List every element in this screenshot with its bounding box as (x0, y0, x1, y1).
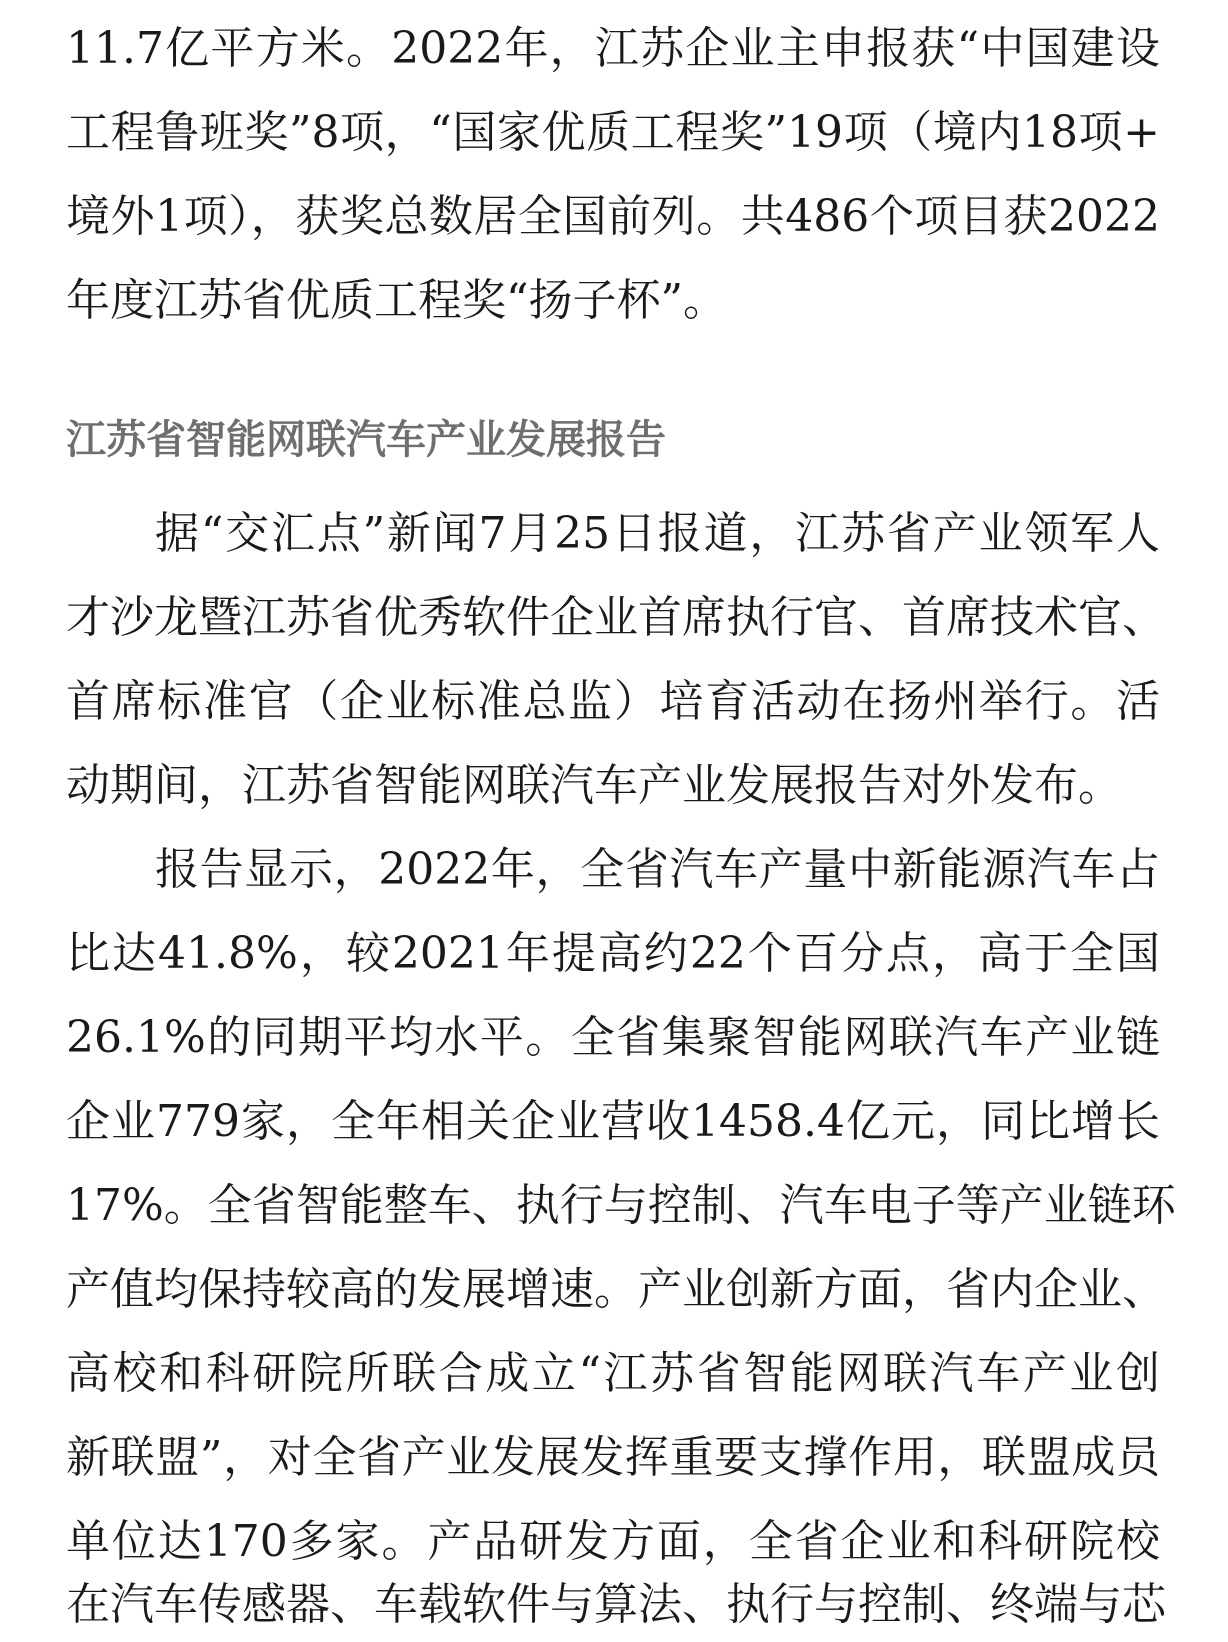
text-line: 境外1项），获奖总数居全国前列。共486个项目获2022 (66, 191, 1160, 242)
text-line: 高校和科研院所联合成立“江苏省智能网联汽车产业创 (66, 1348, 1160, 1399)
section-heading: 江苏省智能网联汽车产业发展报告 (66, 416, 666, 463)
text-line: 报告显示，2022年，全省汽车产量中新能源汽车占 (155, 844, 1160, 895)
text-line: 在汽车传感器、车载软件与算法、执行与控制、终端与芯 (66, 1579, 1166, 1630)
text-line: 工程鲁班奖”8项，“国家优质工程奖”19项（境内18项+ (66, 107, 1160, 158)
text-line: 据“交汇点”新闻7月25日报道，江苏省产业领军人 (155, 508, 1160, 559)
text-line: 比达41.8%，较2021年提高约22个百分点，高于全国 (66, 928, 1160, 979)
text-line: 才沙龙暨江苏省优秀软件企业首席执行官、首席技术官、 (66, 592, 1166, 643)
text-line: 单位达170多家。产品研发方面，全省企业和科研院校 (66, 1516, 1160, 1567)
text-line: 新联盟”，对全省产业发展发挥重要支撑作用，联盟成员 (66, 1432, 1160, 1483)
text-line: 年度江苏省优质工程奖“扬子杯”。 (66, 275, 727, 326)
text-line: 11.7亿平方米。2022年，江苏企业主申报获“中国建设 (66, 23, 1160, 74)
text-line: 产值均保持较高的发展增速。产业创新方面，省内企业、 (66, 1264, 1166, 1315)
text-line: 首席标准官（企业标准总监）培育活动在扬州举行。活 (66, 676, 1160, 727)
text-line: 17%。全省智能整车、执行与控制、汽车电子等产业链环 (66, 1180, 1176, 1231)
text-line: 动期间，江苏省智能网联汽车产业发展报告对外发布。 (66, 760, 1122, 811)
text-line: 企业779家，全年相关企业营收1458.4亿元，同比增长 (66, 1096, 1160, 1147)
text-line: 26.1%的同期平均水平。全省集聚智能网联汽车产业链 (66, 1012, 1160, 1063)
